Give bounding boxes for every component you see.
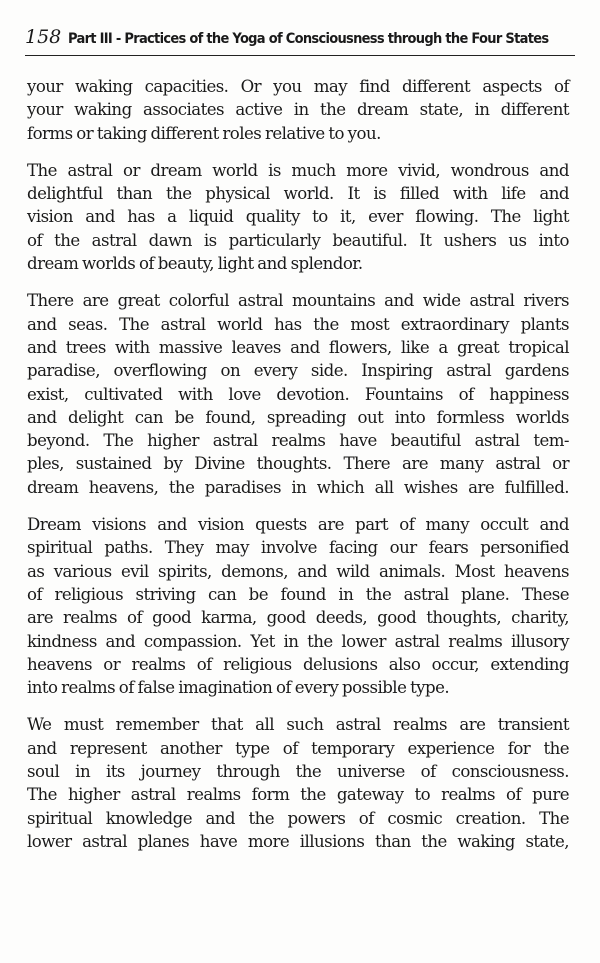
text-line: The higher astral realms form the gateway to realms of pure [27,785,569,805]
text-line: There are great colorful astral mountains and wide astral rivers [27,291,569,311]
text-line: spiritual paths. They may involve facing our fears personified [27,538,569,558]
text-line: Dream visions and vision quests are part of many occult and [27,515,569,535]
text-line: exist, cultivated with love devotion. Fountains of happiness [27,384,569,404]
text-line: and delight can be found, spreading out into formless worlds [27,407,569,427]
text-line: lower astral planes have more illusions than the waking state, [27,831,569,851]
text-line: soul in its journey through the universe of consciousness. [27,762,569,782]
text-line: beyond. The higher astral realms have beautiful astral tem- [27,431,569,451]
paragraph-2 [27,159,569,275]
text-line: kindness and compassion. Yet in the lower astral realms illusory [27,631,569,651]
text-line: your waking capacities. Or you may find different aspects of [27,77,569,96]
text-line: of religious striving can be found in the astral plane. These [27,584,569,604]
text-line: and represent another type of temporary experience for the [27,738,569,758]
text-line: We must remember that all such astral realms are transient [27,715,569,735]
text-line: paradise, overflowing on every side. Inspiring astral gardens [27,361,569,381]
paragraph-4 [27,513,569,699]
text-line: into realms of false imagination of every possible type. [27,678,450,698]
text-line: dream heavens, the paradises in which all wishes are fulfilled. [27,477,569,497]
text-line: and trees with massive leaves and flowers, like a great tropical [27,337,569,357]
header-rule [25,55,575,56]
text-line: of the astral dawn is particularly beautiful. It ushers us into [27,230,569,250]
body-text [27,75,569,867]
text-line: dream worlds of beauty, light and splendor. [27,254,363,274]
running-header [25,26,575,52]
text-line: as various evil spirits, demons, and wild animals. Most heavens [27,561,569,581]
running-header-title: Part III - Practices of the Yoga of Consciousness through the Four States [68,31,549,47]
text-line: The astral or dream world is much more vivid, wondrous and [27,160,569,180]
paragraph-5 [27,713,569,853]
text-line: vision and has a liquid quality to it, ever flowing. The light [27,207,569,227]
text-line: are realms of good karma, good deeds, good thoughts, charity, [27,608,569,628]
paragraph-3 [27,289,569,499]
text-line: and seas. The astral world has the most extraordinary plants [27,314,569,334]
paragraph-1 [27,75,569,145]
text-line: forms or taking different roles relative to you. [27,123,381,143]
text-line: heavens or realms of religious delusions also occur, extending [27,654,569,674]
text-line: your waking associates active in the dream state, in different [27,100,569,120]
text-line: spiritual knowledge and the powers of cosmic creation. The [27,808,569,828]
text-line: delightful than the physical world. It is filled with life and [27,184,569,204]
text-line: ples, sustained by Divine thoughts. There are many astral or [27,454,569,474]
page-number: 158 [25,26,62,48]
